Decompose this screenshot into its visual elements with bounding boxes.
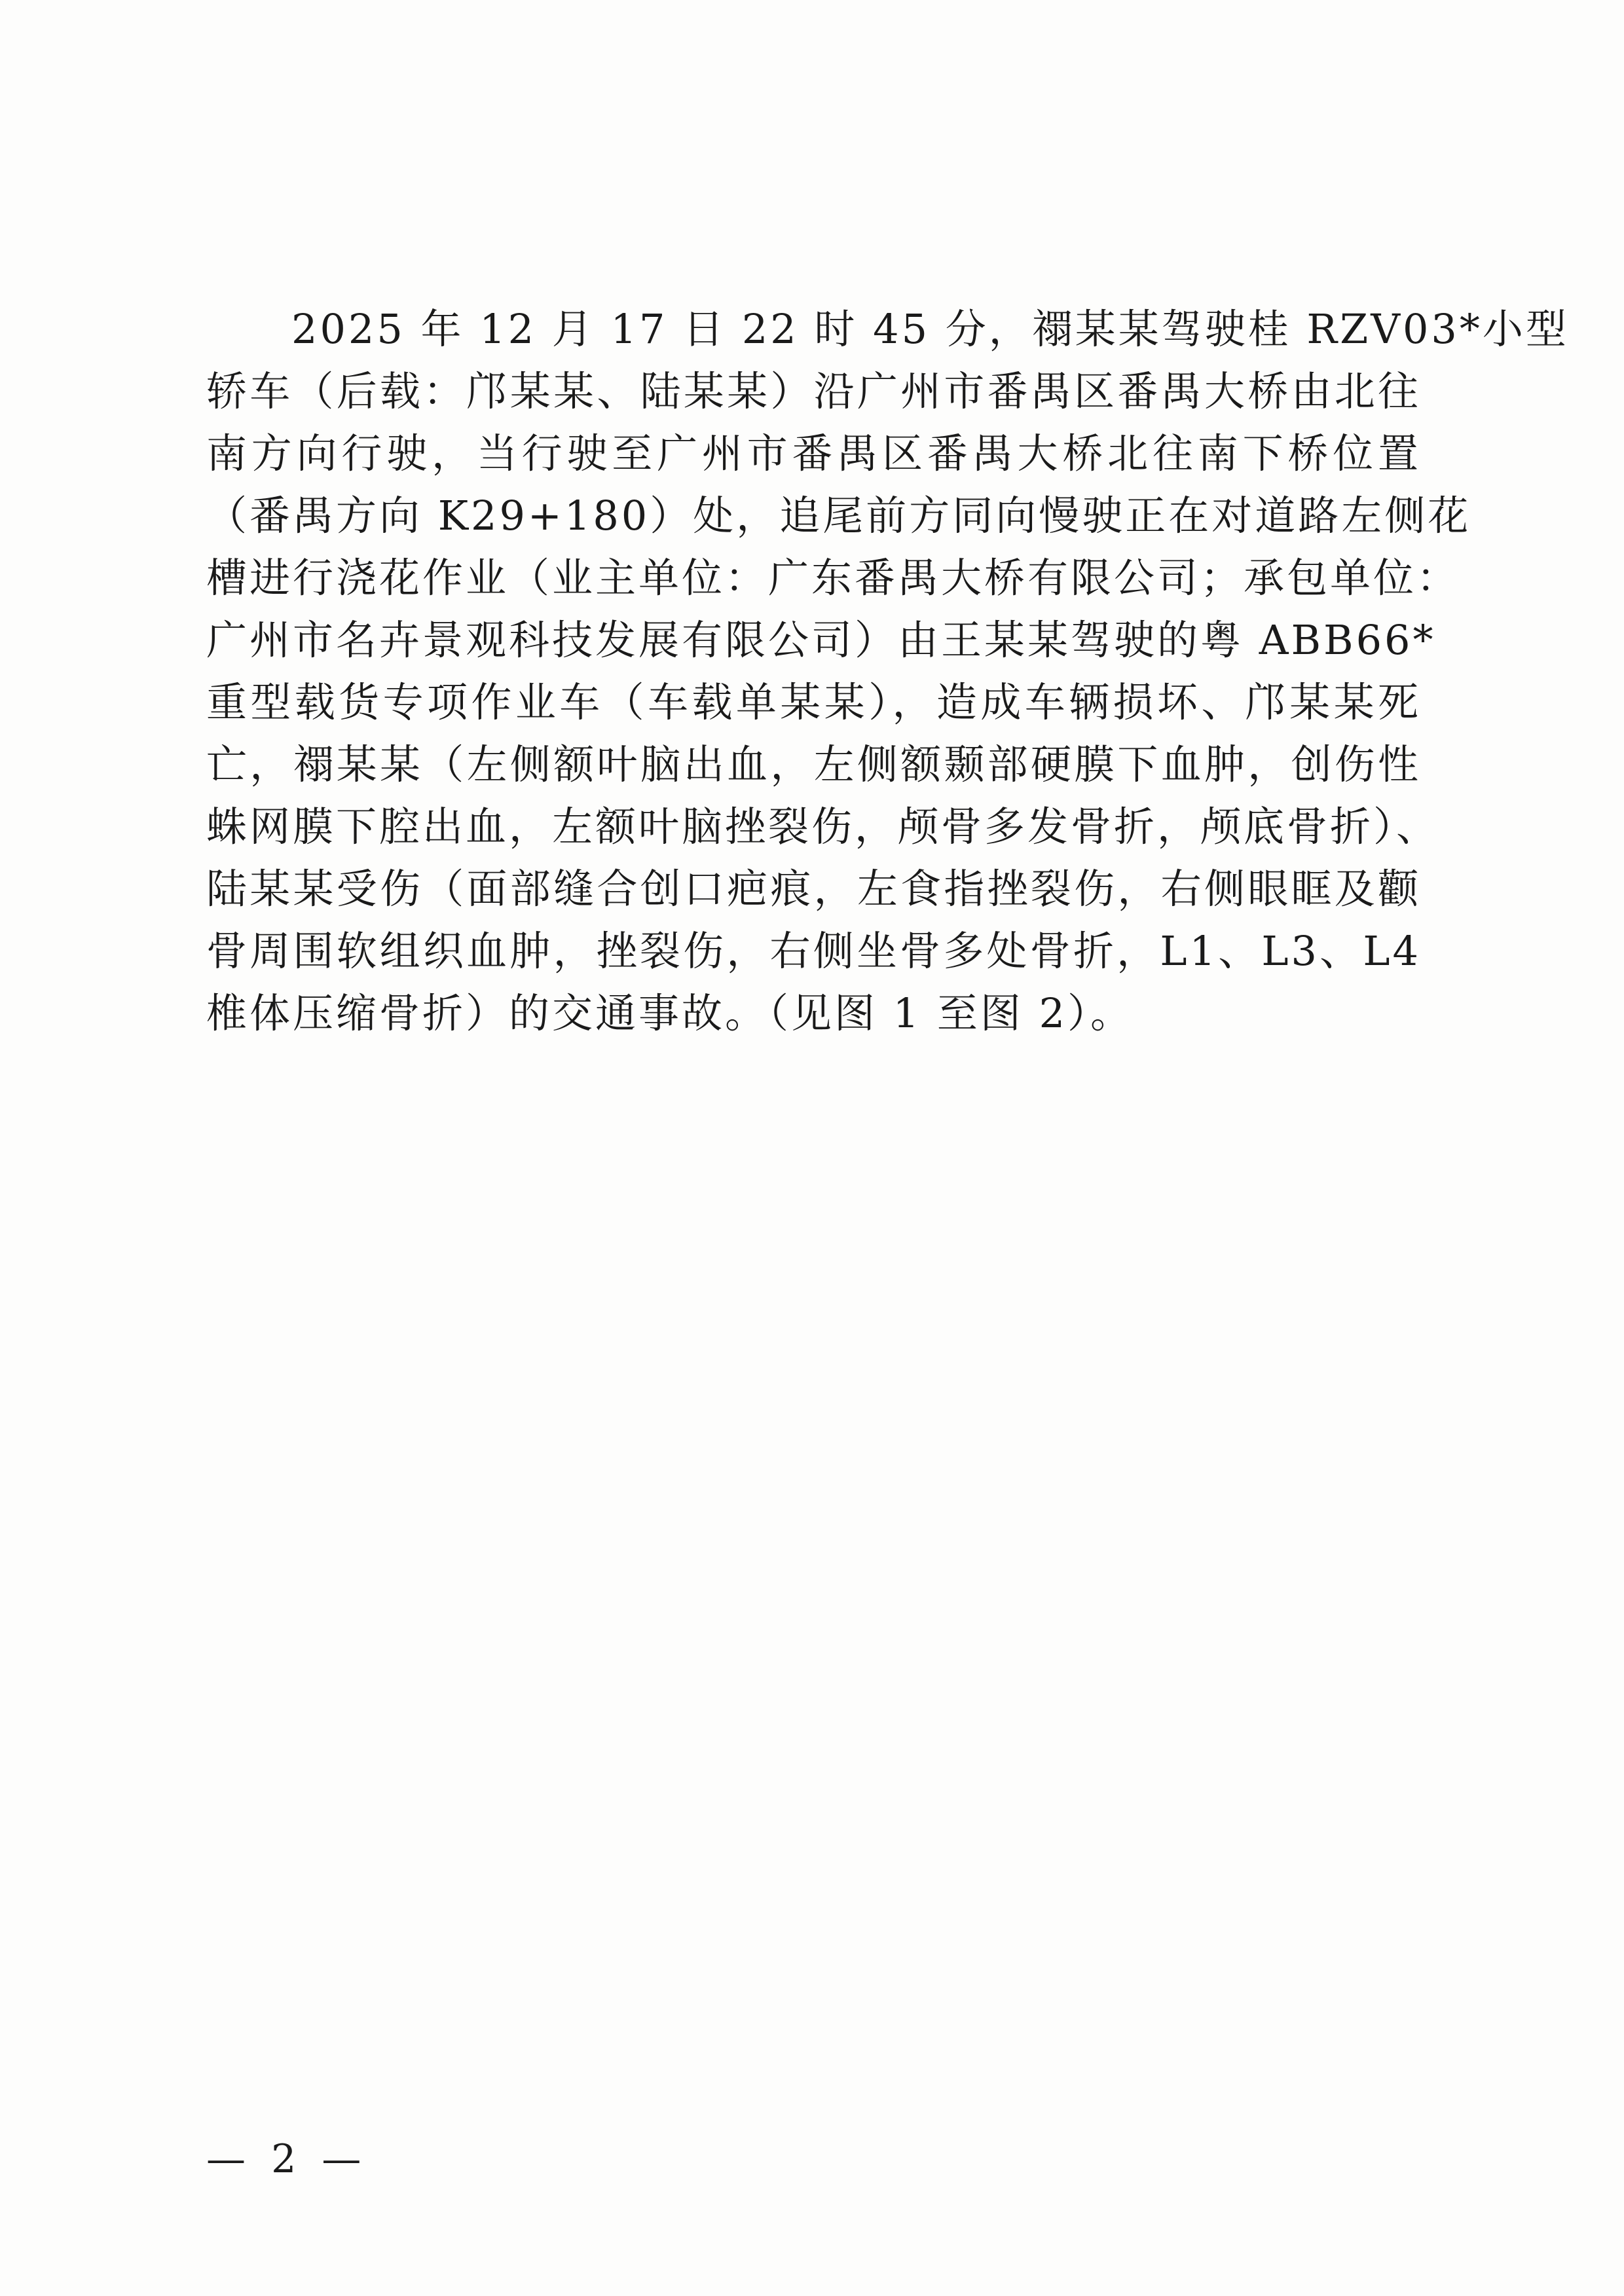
paragraph-line: 亡，禤某某（左侧额叶脑出血，左侧额颞部硬膜下血肿，创伤性: [206, 740, 1421, 788]
paragraph-line: 蛛网膜下腔出血，左额叶脑挫裂伤，颅骨多发骨折，颅底骨折）、: [206, 803, 1440, 850]
paragraph-line: 陆某某受伤（面部缝合创口疤痕，左食指挫裂伤，右侧眼眶及颧: [206, 865, 1421, 913]
page-number: — 2 —: [206, 2136, 368, 2182]
paragraph-line: （番禺方向 K29+180）处，追尾前方同向慢驶正在对道路左侧花: [206, 492, 1471, 539]
paragraph-line: 椎体压缩骨折）的交通事故。（见图 1 至图 2）。: [206, 989, 1134, 1037]
paragraph-line: 重型载货专项作业车（车载单某某），造成车辆损坏、邝某某死: [206, 678, 1421, 726]
paragraph-line: 南方向行驶，当行驶至广州市番禺区番禺大桥北往南下桥位置: [206, 429, 1421, 477]
paragraph-line: 骨周围软组织血肿，挫裂伤，右侧坐骨多处骨折，L1、L3、L4: [206, 927, 1421, 975]
paragraph-line: 槽进行浇花作业（业主单位：广东番禺大桥有限公司；承包单位：: [206, 554, 1460, 602]
body-paragraph: [206, 298, 1569, 1044]
paragraph-line: 广州市名卉景观科技发展有限公司）由王某某驾驶的粤 ABB66*: [206, 616, 1436, 664]
paragraph-line: 轿车（后载：邝某某、陆某某）沿广州市番禺区番禺大桥由北往: [206, 367, 1421, 415]
paragraph-line: 2025 年 12 月 17 日 22 时 45 分，禤某某驾驶桂 RZV03*小型: [291, 305, 1569, 353]
